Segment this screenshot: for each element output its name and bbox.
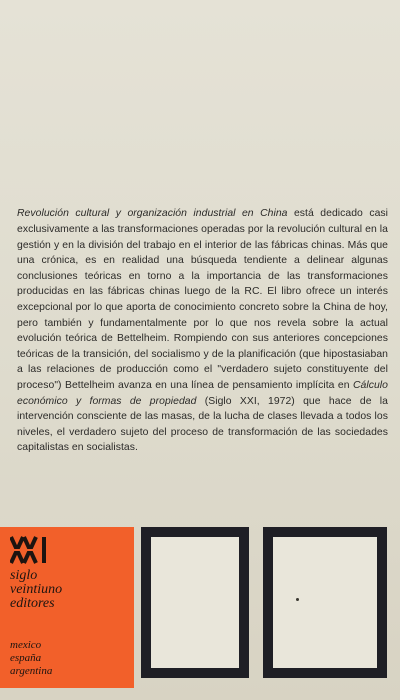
publisher-name-line1: siglo	[10, 568, 38, 583]
city-espana: españa	[10, 652, 42, 664]
paper-speck	[296, 598, 299, 601]
blurb-text-part2: (Siglo XXI, 1972) que hace de la intervención consciente de las masas, de la lucha de clases llevada a todos los niveles, el verdadero sujeto del proceso de transformación de las sociedades capitalistas en socialistas.	[17, 395, 388, 454]
referenced-book-title: Cálculo económico y formas de propiedad	[17, 379, 388, 407]
siglo-xxi-logo-icon	[10, 535, 52, 565]
city-mexico: mexico	[10, 639, 42, 651]
blurb-text-part1: está dedicado casi exclusivamente a las transformaciones operadas por la revolución cultural en la gestión y en la división del trabajo en el interior de las fábricas chinas. Más que una crónica, es en realidad una búsqueda tendiente a delinear algunas conclusiones teóricas en torno a la importancia de las transformaciones producidas en las fábricas chinas luego de la RC. El libro ofrece un interés excepcional por lo que aporta de conocimiento concreto sobre la China de hoy, pero también y fundamentalmente por lo que nos revela sobre la actual evolución teórica de Bettelheim. Rompiendo con sus anteriores concepciones teóricas de la transición, del socialismo y de la planificación (que hipostasiaban a las relaciones de producción como el "verdadero sujeto constituyente del proceso") Bettelheim avanza en una línea de pensamiento implícita en	[17, 208, 389, 391]
publisher-cities	[10, 639, 52, 678]
decorative-frame-left	[141, 527, 249, 678]
back-cover-blurb	[17, 206, 388, 456]
publisher-name	[10, 569, 62, 611]
publisher-name-line3: editores	[10, 596, 55, 611]
publisher-name-line2: veintiuno	[10, 582, 63, 597]
book-title: Revolución cultural y organización industrial en China	[17, 208, 288, 220]
publisher-logo-block	[0, 527, 134, 688]
decorative-frame-right	[263, 527, 387, 678]
city-argentina: argentina	[10, 665, 53, 677]
